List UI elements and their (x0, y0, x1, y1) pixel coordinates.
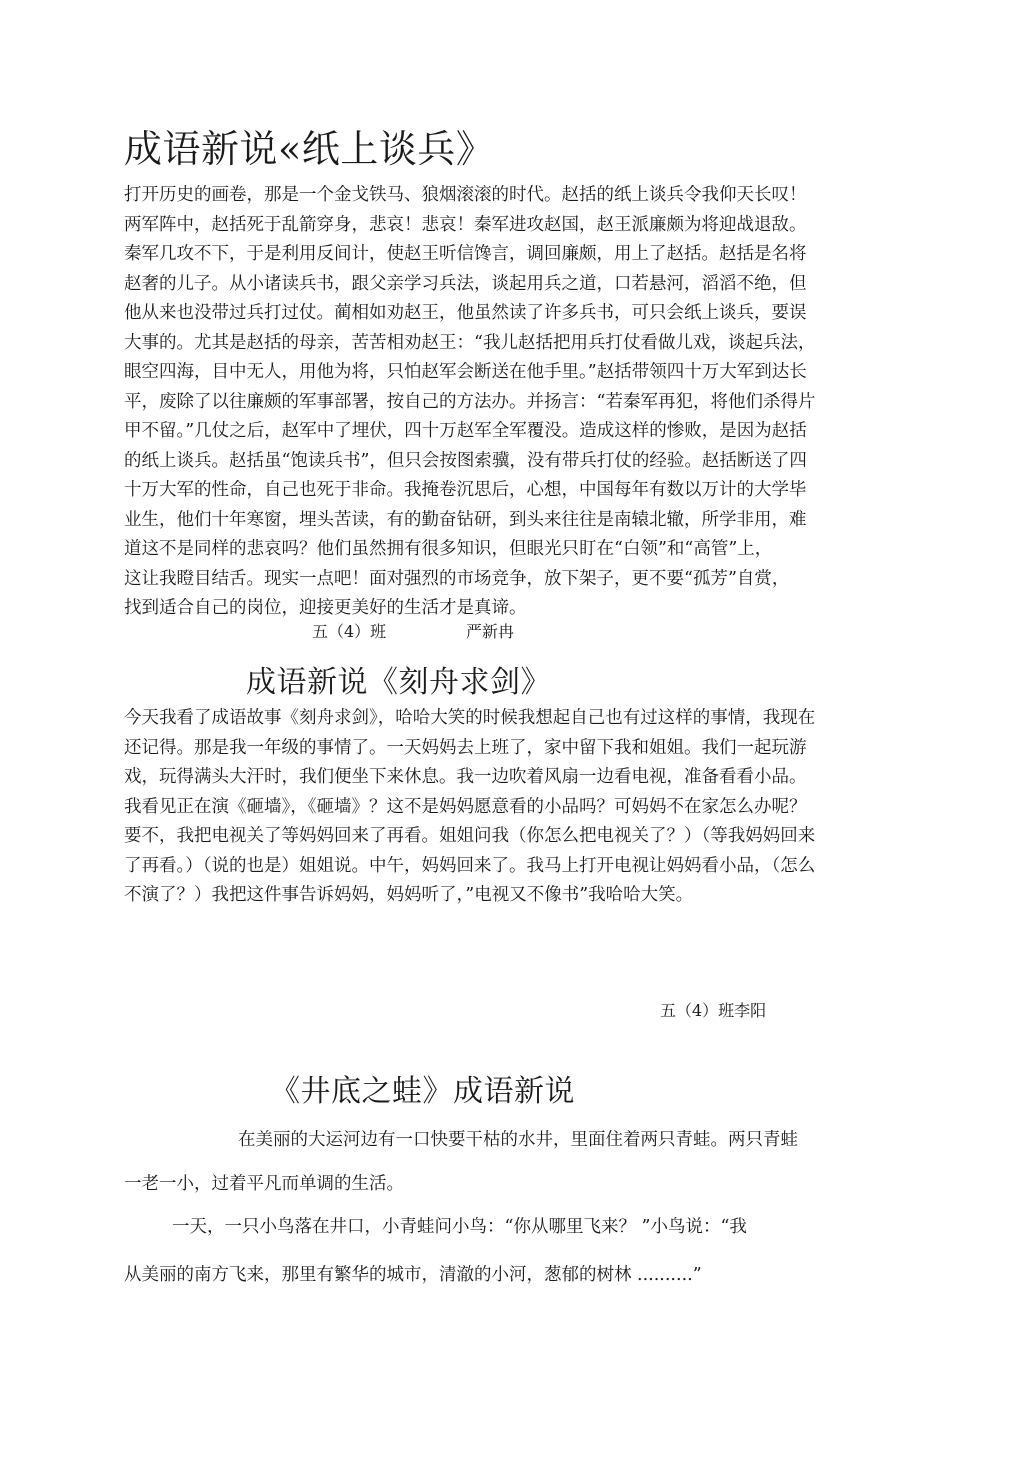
story3-line: 一天，一只小鸟落在井口，小青蛙问小鸟：“你从哪里飞来？ ”小鸟说：“我 (172, 1217, 747, 1237)
story3-line: 从美丽的南方飞来，那里有繁华的城市，清澈的小河，葱郁的树林 ..........” (124, 1265, 702, 1285)
story3-title: 《井底之蛙》成语新说 (270, 1074, 575, 1109)
story3-line: 在美丽的大运河边有一口快要干枯的水井，里面住着两只青蛙。两只青蛙 (238, 1130, 798, 1150)
story1-body: 打开历史的画卷，那是一个金戈铁马、狼烟滚滚的时代。赵括的纸上谈兵令我仰天长叹！ 两军阵中，赵括死于乱箭穿身，悲哀！悲哀！秦军进攻赵国，赵王派廉颇为将迎战退敌。 秦军几攻不下，于是利用反间计，使赵王听信馋言，调回廉颇，用上了赵括。赵括是名将 赵奢的儿子。从小诸读兵书，跟父亲学习兵法，谈起用兵之道，口若悬河，滔滔不绝，但 他从来也没带过兵打过仗。蔺相如劝赵王，他虽然读了许多兵书，可只会纸上谈兵，要误 大事的。尤其是赵括的母亲，苦苦相劝赵王：“我儿赵括把用兵打仗看做儿戏，谈起兵法， 眼空四海，目中无人，用他为将，只怕赵军会断送在他手里。”赵括带领四十万大军到达长 平，废除了以往廉颇的军事部署，按自己的方法办。并扬言：“若秦军再犯，将他们杀得片 甲不留。”几仗之后，赵军中了埋伏，四十万赵军全军覆没。造成这样的惨败，是因为赵括 的纸上谈兵。赵括虽“饱读兵书”，但只会按图索骥，没有带兵打仗的经验。赵括断送了四 十万大军的性命，自己也死于非命。我掩卷沉思后，心想，中国每年有数以万计的大学毕 业生，他们十年寒窗，埋头苦读，有的勤奋钻研，到头来往往是南辕北辙，所学非用，难 道这不是同样的悲哀吗？他们虽然拥有很多知识，但眼光只盯在“白领”和“高管”上， 这让我瞪目结舌。现实一点吧！面对强烈的市场竞争，放下架子，更不要“孤芳”自赏， 找到适合自己的岗位，迎接更美好的生活才是真谛。 (124, 185, 816, 618)
story1-class: 五（4）班 (312, 622, 387, 641)
story3-line: 一老一小，过着平凡而单调的生活。 (124, 1174, 404, 1194)
story2-body: 今天我看了成语故事《刻舟求剑》，哈哈大笑的时候我想起自己也有过这样的事情，我现在 还记得。那是我一年级的事情了。一天妈妈去上班了，家中留下我和姐姐。我们一起玩游 戏，玩得满头大汗时，我们便坐下来休息。我一边吹着风扇一边看电视，准备看看小品。 我看见正在演《砸墙》，《砸墙》？这不是妈妈愿意看的小品吗？可妈妈不在家怎么办呢？ 要不，我把电视关了等妈妈回来了再看。姐姐问我（你怎么把电视关了？）（等我妈妈回来 了再看。）（说的也是）姐姐说。中午，妈妈回来了。我马上打开电视让妈妈看小品，（怎么 不演了？）我把这件事告诉妈妈，妈妈听了，”电视又不像书”我哈哈大笑。 (124, 708, 816, 905)
story2-signature: 五（4）班李阳 (660, 1001, 767, 1020)
story1-title: 成语新说«纸上谈兵》 (124, 127, 495, 171)
story2-title: 成语新说《刻舟求剑》 (246, 665, 551, 700)
story1-author: 严新冉 (466, 622, 515, 641)
